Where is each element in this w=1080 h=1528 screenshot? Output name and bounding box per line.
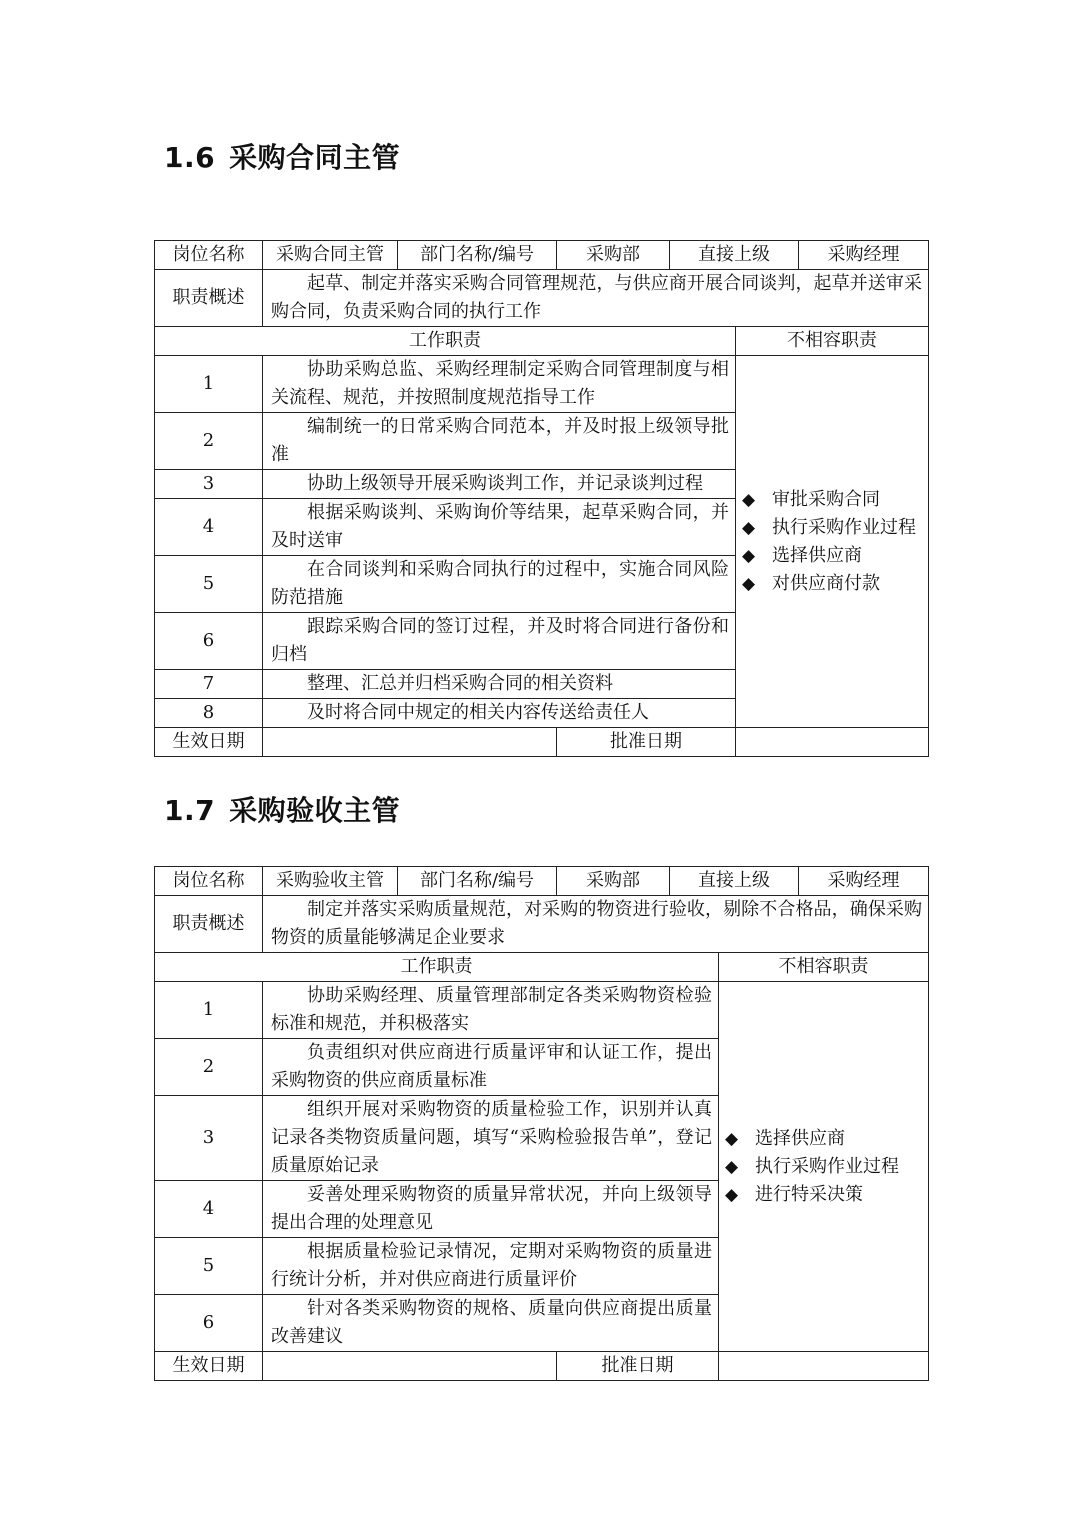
duty-number: 4: [155, 499, 263, 556]
list-item: [742, 542, 922, 570]
duty-text: 根据采购谈判、采购询价等结果，起草采购合同，并及时送审: [263, 499, 736, 556]
duties-header: 工作职责: [155, 953, 719, 982]
position-label: 岗位名称: [155, 241, 263, 270]
duty-text: 针对各类采购物资的规格、质量向供应商提出质量改善建议: [263, 1295, 719, 1352]
duty-text: 协助上级领导开展采购谈判工作，并记录谈判过程: [263, 470, 736, 499]
diamond-bullet-icon: ◆: [742, 545, 756, 566]
diamond-bullet-icon: ◆: [725, 1128, 739, 1149]
section-heading-1-6: [164, 140, 400, 176]
position-value: 采购验收主管: [263, 867, 398, 896]
incompatible-duties-cell: [736, 356, 929, 728]
section-number: 1.7: [164, 794, 216, 827]
duty-text: 整理、汇总并归档采购合同的相关资料: [263, 670, 736, 699]
diamond-bullet-icon: ◆: [725, 1156, 739, 1177]
duty-number: 1: [155, 982, 263, 1039]
duty-number: 3: [155, 470, 263, 499]
diamond-bullet-icon: ◆: [742, 517, 756, 538]
dept-label: 部门名称/编号: [398, 867, 557, 896]
incompatible-item: 审批采购合同: [772, 488, 880, 510]
summary-label: 职责概述: [155, 270, 263, 327]
duty-row: [155, 356, 929, 413]
section-number: 1.6: [164, 141, 216, 174]
incompatible-item: 选择供应商: [755, 1127, 845, 1149]
duties-header-row: [155, 327, 929, 356]
footer-row: [155, 1352, 929, 1381]
position-value: 采购合同主管: [263, 241, 398, 270]
duty-number: 1: [155, 356, 263, 413]
summary-row: [155, 270, 929, 327]
incompatible-item: 对供应商付款: [772, 572, 880, 594]
duty-number: 4: [155, 1181, 263, 1238]
section-title: 采购验收主管: [229, 794, 401, 827]
incompatible-header: 不相容职责: [736, 327, 929, 356]
position-label: 岗位名称: [155, 867, 263, 896]
superior-value: 采购经理: [799, 867, 929, 896]
incompatible-header: 不相容职责: [719, 953, 929, 982]
list-item: [742, 486, 922, 514]
section-title: 采购合同主管: [229, 141, 401, 174]
footer-row: [155, 728, 929, 757]
duty-text: 在合同谈判和采购合同执行的过程中，实施合同风险防范措施: [263, 556, 736, 613]
approval-date-value: [736, 728, 929, 757]
duty-text: 妥善处理采购物资的质量异常状况，并向上级领导提出合理的处理意见: [263, 1181, 719, 1238]
duty-number: 5: [155, 556, 263, 613]
duty-text: 负责组织对供应商进行质量评审和认证工作，提出采购物资的供应商质量标准: [263, 1039, 719, 1096]
duty-table-procurement-inspection-supervisor: [154, 866, 929, 1381]
duties-header-row: [155, 953, 929, 982]
superior-value: 采购经理: [799, 241, 929, 270]
duty-text: 及时将合同中规定的相关内容传送给责任人: [263, 699, 736, 728]
superior-label: 直接上级: [670, 867, 799, 896]
incompatible-list: [725, 1125, 922, 1209]
summary-label: 职责概述: [155, 896, 263, 953]
summary-text: 起草、制定并落实采购合同管理规范，与供应商开展合同谈判，起草并送审采购合同，负责采购合同的执行工作: [263, 270, 929, 327]
incompatible-duties-cell: [719, 982, 929, 1352]
incompatible-item: 选择供应商: [772, 544, 862, 566]
duty-number: 6: [155, 1295, 263, 1352]
duty-number: 6: [155, 613, 263, 670]
dept-label: 部门名称/编号: [398, 241, 557, 270]
incompatible-item: 执行采购作业过程: [772, 516, 916, 538]
dept-value: 采购部: [557, 867, 670, 896]
duty-number: 5: [155, 1238, 263, 1295]
summary-row: [155, 896, 929, 953]
dept-value: 采购部: [557, 241, 670, 270]
header-row: [155, 241, 929, 270]
duty-number: 8: [155, 699, 263, 728]
header-row: [155, 867, 929, 896]
duty-text: 协助采购经理、质量管理部制定各类采购物资检验标准和规范，并积极落实: [263, 982, 719, 1039]
duty-text: 跟踪采购合同的签订过程，并及时将合同进行备份和归档: [263, 613, 736, 670]
approval-date-label: 批准日期: [557, 728, 736, 757]
list-item: [742, 570, 922, 598]
effective-date-label: 生效日期: [155, 728, 263, 757]
effective-date-value: [263, 1352, 557, 1381]
duty-number: 2: [155, 1039, 263, 1096]
duty-number: 3: [155, 1096, 263, 1181]
duty-text: 组织开展对采购物资的质量检验工作，识别并认真记录各类物资质量问题，填写“采购检验报告单”，登记质量原始记录: [263, 1096, 719, 1181]
superior-label: 直接上级: [670, 241, 799, 270]
diamond-bullet-icon: ◆: [725, 1184, 739, 1205]
duty-number: 7: [155, 670, 263, 699]
approval-date-label: 批准日期: [557, 1352, 719, 1381]
effective-date-label: 生效日期: [155, 1352, 263, 1381]
list-item: [725, 1181, 922, 1209]
diamond-bullet-icon: ◆: [742, 573, 756, 594]
section-heading-1-7: [164, 793, 400, 829]
duty-table-procurement-contract-supervisor: [154, 240, 929, 757]
summary-text: 制定并落实采购质量规范，对采购的物资进行验收，剔除不合格品，确保采购物资的质量能够满足企业要求: [263, 896, 929, 953]
duty-number: 2: [155, 413, 263, 470]
effective-date-value: [263, 728, 557, 757]
incompatible-list: [742, 486, 922, 598]
duty-text: 编制统一的日常采购合同范本，并及时报上级领导批准: [263, 413, 736, 470]
duty-text: 根据质量检验记录情况，定期对采购物资的质量进行统计分析，并对供应商进行质量评价: [263, 1238, 719, 1295]
duty-text: 协助采购总监、采购经理制定采购合同管理制度与相关流程、规范，并按照制度规范指导工作: [263, 356, 736, 413]
diamond-bullet-icon: ◆: [742, 489, 756, 510]
incompatible-item: 进行特采决策: [755, 1183, 863, 1205]
duty-row: [155, 982, 929, 1039]
list-item: [725, 1125, 922, 1153]
approval-date-value: [719, 1352, 929, 1381]
list-item: [725, 1153, 922, 1181]
duties-header: 工作职责: [155, 327, 736, 356]
list-item: [742, 514, 922, 542]
incompatible-item: 执行采购作业过程: [755, 1155, 899, 1177]
